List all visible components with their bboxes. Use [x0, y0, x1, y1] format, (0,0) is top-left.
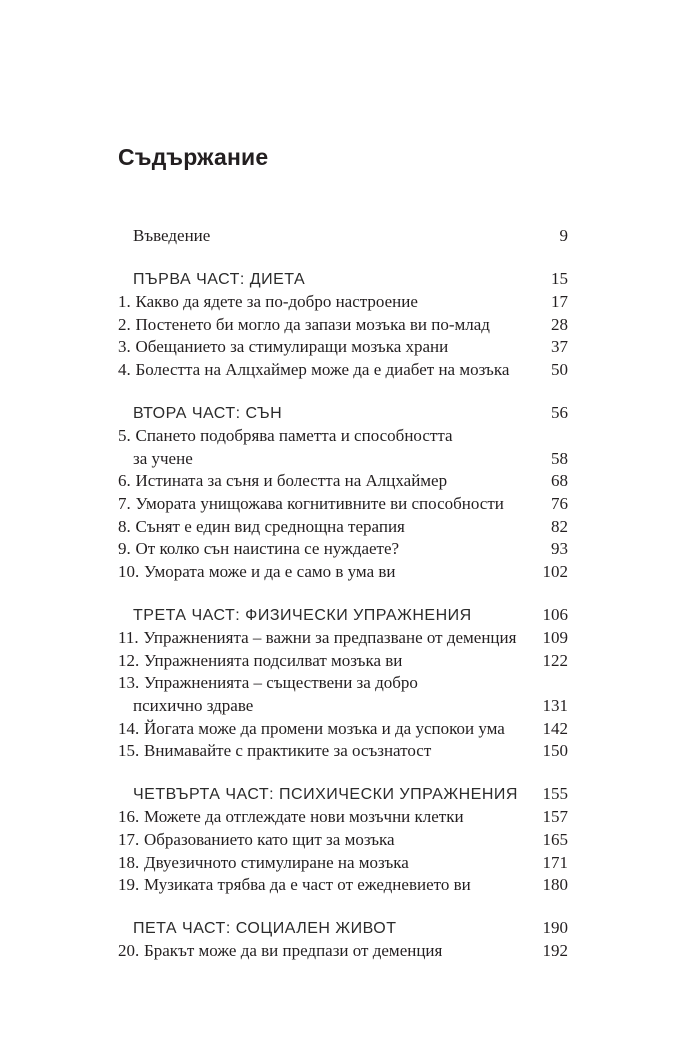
chapter-entry [118, 672, 568, 717]
chapter-number: 14. [118, 718, 140, 738]
page-number: 157 [542, 807, 568, 827]
chapter-title: Истината за съня и болестта на Алцхаймер [135, 471, 448, 491]
page-title: Съдържание [118, 144, 269, 170]
page-number: 165 [542, 829, 568, 849]
chapter-number: 5. [118, 425, 131, 445]
chapter-entry [118, 538, 568, 561]
intro-entry [118, 225, 568, 248]
chapter-line-continuation [118, 448, 568, 471]
page-number: 171 [542, 852, 568, 872]
page-number: 109 [542, 627, 568, 647]
chapter-number: 13. [118, 673, 140, 693]
chapter-number: 16. [118, 807, 140, 827]
chapter-title: Болестта на Алцхаймер може да е диабет на мозъка [135, 359, 510, 379]
chapter-title: Образованието като щит за мозъка [144, 829, 395, 849]
chapter-entry [118, 829, 568, 852]
chapter-number: 7. [118, 493, 131, 513]
chapter-number: 1. [118, 291, 131, 311]
page-number: 82 [551, 516, 568, 536]
chapter-number: 4. [118, 359, 131, 379]
part-title: ПЕТА ЧАСТ: СОЦИАЛЕН ЖИВОТ [133, 920, 397, 938]
chapter-number: 6. [118, 471, 131, 491]
chapter-number: 11. [118, 627, 139, 647]
chapter-number: 19. [118, 875, 140, 895]
chapter-entry [118, 359, 568, 382]
chapter-number: 3. [118, 337, 131, 357]
chapter-title: Двуезичното стимулиране на мозъка [144, 852, 409, 872]
part-section [118, 917, 568, 962]
page-number: 9 [559, 226, 568, 245]
page-number: 150 [542, 741, 568, 761]
chapter-title: Обещанието за стимулиращи мозъка храни [135, 337, 449, 357]
chapter-entry [118, 740, 568, 763]
part-heading [118, 783, 568, 806]
chapter-entry [118, 425, 568, 470]
page-number: 155 [542, 784, 568, 804]
part-section [118, 402, 568, 584]
part-section [118, 604, 568, 763]
chapter-title: Постенето би могло да запази мозъка ви по-млад [135, 314, 490, 334]
chapter-entry [118, 516, 568, 539]
table-of-contents [118, 225, 568, 963]
chapter-number: 17. [118, 829, 140, 849]
page-number: 17 [551, 291, 568, 311]
page-number: 122 [542, 650, 568, 670]
chapter-title: Сънят е един вид среднощна терапия [135, 516, 405, 536]
chapter-number: 12. [118, 650, 140, 670]
chapter-number: 15. [118, 741, 140, 761]
chapter-line [118, 425, 568, 448]
intro-label: Въведение [133, 226, 211, 245]
page-number: 50 [551, 359, 568, 379]
part-heading [118, 268, 568, 291]
page-number: 28 [551, 314, 568, 334]
part-title: ПЪРВА ЧАСТ: ДИЕТА [133, 271, 306, 289]
chapter-title: Внимавайте с практиките за осъзнатост [144, 741, 432, 761]
part-title: ТРЕТА ЧАСТ: ФИЗИЧЕСКИ УПРАЖНЕНИЯ [133, 607, 472, 625]
chapter-title: Упражненията – важни за предпазване от деменция [143, 627, 517, 647]
chapter-title: Умората може и да е само в ума ви [144, 561, 396, 581]
chapter-title: Спането подобрява паметта и способността [135, 425, 453, 445]
chapter-entry [118, 718, 568, 741]
page-number: 142 [542, 718, 568, 738]
chapter-title: Умората унищожава когнитивните ви способности [135, 493, 504, 513]
part-title: ВТОРА ЧАСТ: СЪН [133, 405, 283, 423]
chapter-entry [118, 940, 568, 963]
chapter-entry [118, 561, 568, 584]
page-number: 131 [542, 695, 568, 715]
page-number: 56 [551, 403, 568, 423]
chapter-title-continuation: психично здраве [133, 695, 254, 715]
chapter-title: Йогата може да промени мозъка и да успокои ума [144, 718, 505, 738]
page-number: 15 [551, 269, 568, 289]
chapter-entry [118, 806, 568, 829]
page-number: 192 [542, 941, 568, 961]
page-number: 68 [551, 471, 568, 491]
part-section [118, 268, 568, 381]
chapter-number: 20. [118, 941, 140, 961]
chapter-entry [118, 493, 568, 516]
chapter-title: Музиката трябва да е част от ежедневието ви [144, 875, 471, 895]
page-number: 180 [542, 875, 568, 895]
chapter-line [118, 672, 568, 695]
part-title: ЧЕТВЪРТА ЧАСТ: ПСИХИЧЕСКИ УПРАЖНЕНИЯ [133, 786, 518, 804]
chapter-entry [118, 874, 568, 897]
chapter-entry [118, 650, 568, 673]
chapter-entry [118, 470, 568, 493]
chapter-title: Можете да отглеждате нови мозъчни клетки [144, 807, 464, 827]
page-number: 102 [542, 561, 568, 581]
chapter-title: Упражненията – съществени за добро [144, 673, 418, 693]
chapter-entry [118, 852, 568, 875]
chapter-number: 9. [118, 539, 131, 559]
page-number: 93 [551, 539, 568, 559]
chapter-title-continuation: за учене [133, 448, 193, 468]
chapter-number: 18. [118, 852, 140, 872]
part-heading [118, 917, 568, 940]
chapter-number: 10. [118, 561, 140, 581]
chapter-title: Бракът може да ви предпази от деменция [144, 941, 443, 961]
part-heading [118, 604, 568, 627]
page-number: 76 [551, 493, 568, 513]
chapter-title: Какво да ядете за по-добро настроение [135, 291, 418, 311]
chapter-entry [118, 627, 568, 650]
chapter-line-continuation [118, 695, 568, 718]
part-heading [118, 402, 568, 425]
page-number: 190 [542, 918, 568, 938]
chapter-number: 2. [118, 314, 131, 334]
chapter-entry [118, 291, 568, 314]
chapter-number: 8. [118, 516, 131, 536]
chapter-entry [118, 314, 568, 337]
chapter-title: От колко сън наистина се нуждаете? [135, 539, 400, 559]
chapter-entry [118, 336, 568, 359]
part-section [118, 783, 568, 896]
page-number: 37 [551, 337, 568, 357]
page-number: 106 [542, 605, 568, 625]
page-number: 58 [551, 448, 568, 468]
chapter-title: Упражненията подсилват мозъка ви [144, 650, 403, 670]
